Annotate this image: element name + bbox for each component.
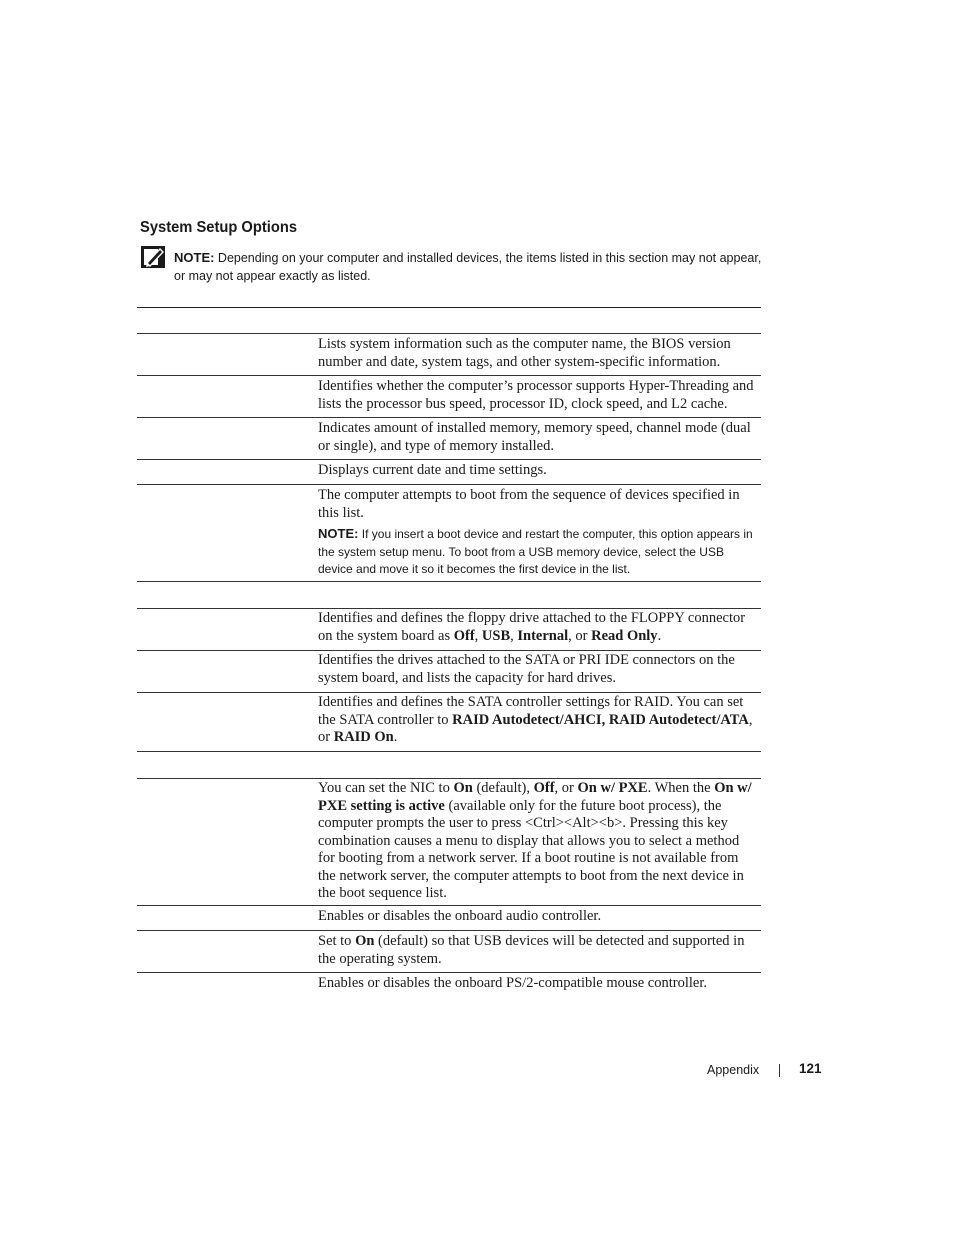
option-value: RAID Autodetect/AHCI, RAID Autodetect/ATA xyxy=(452,711,749,728)
option-value: Read Only xyxy=(591,627,658,644)
text-run: Set to xyxy=(318,933,356,949)
table-rule xyxy=(137,650,761,651)
text-run: Identifies and defines the SATA controller settings for RAID. You can set the SATA controller to xyxy=(318,694,744,728)
text-run: (available only for the future boot process), the computer prompts the user to press <Ctrl><Alt><b>. Pressing this key combination causes a menu to display that allows you to select a method for booting from a network server. If a boot routine is not available from the network server, the computer attempts to boot from the next device in the boot sequence list. xyxy=(318,797,744,901)
table-rule xyxy=(137,778,761,779)
option-value: Off xyxy=(533,780,555,796)
text-run: Identifies and defines the floppy drive attached to the FLOPPY connector on the system board as xyxy=(318,610,746,644)
ps2-mouse-description: Enables or disables the onboard PS/2-compatible mouse controller. xyxy=(318,975,708,991)
table-rule xyxy=(137,972,761,973)
boot-sequence-note xyxy=(318,525,758,579)
integrated-audio-description: Enables or disables the onboard audio controller. xyxy=(318,908,602,924)
table-rule xyxy=(137,484,761,485)
text-run: , or xyxy=(568,627,592,644)
text-run: , xyxy=(474,627,482,644)
table-rule xyxy=(137,459,761,460)
boot-sequence-text: The computer attempts to boot from the sequence of devices specified in this list. xyxy=(318,487,740,521)
option-value: USB xyxy=(481,627,511,644)
text-run: , xyxy=(510,627,518,644)
table-rule xyxy=(137,581,761,582)
option-value: On xyxy=(355,933,375,949)
text-run: . xyxy=(657,627,662,644)
boot-note-text: If you insert a boot device and restart the computer, this option appears in the system setup menu. To boot from a USB memory device, select the USB device and move it so it becomes the first device in the list. xyxy=(318,527,753,576)
sata-operation-description xyxy=(318,694,758,747)
note-label: NOTE: xyxy=(174,250,215,265)
table-rule xyxy=(137,692,761,693)
text-run: (default) so that USB devices will be detected and supported in the operating system. xyxy=(318,933,745,967)
table-rule xyxy=(137,930,761,931)
option-value: On w/ PXE xyxy=(577,780,648,796)
option-value: RAID On xyxy=(333,729,394,745)
memory-info-description: Indicates amount of installed memory, memory speed, channel mode (dual or single), and type of memory installed. xyxy=(318,420,751,454)
date-time-description: Displays current date and time settings. xyxy=(318,462,547,478)
usb-controller-description xyxy=(318,933,758,968)
text-run: . xyxy=(393,729,398,745)
boot-sequence-description xyxy=(318,487,758,579)
text-run: (default), xyxy=(472,780,534,796)
page-number: 121 xyxy=(799,1061,822,1076)
footer-divider xyxy=(779,1064,780,1077)
drives-description: Identifies the drives attached to the SATA or PRI IDE connectors on the system board, and lists the capacity for hard drives. xyxy=(318,652,735,686)
table-rule xyxy=(137,608,761,609)
text-run: , or xyxy=(318,711,753,745)
table-rule xyxy=(137,751,761,752)
table-rule xyxy=(137,905,761,906)
diskette-drive-description xyxy=(318,610,758,645)
option-value: Off xyxy=(453,627,475,644)
option-value: On xyxy=(453,780,473,796)
cpu-info-description: Identifies whether the computer’s processor supports Hyper-Threading and lists the processor bus speed, processor ID, clock speed, and L2 cache. xyxy=(318,378,754,412)
table-rule xyxy=(137,417,761,418)
text-run: , or xyxy=(554,780,578,796)
note-text xyxy=(174,249,764,285)
table-rule xyxy=(137,333,761,334)
footer-section: Appendix xyxy=(707,1063,760,1077)
option-value: On w/ PXE setting is active xyxy=(318,780,752,814)
table-rule xyxy=(137,375,761,376)
option-value: Internal xyxy=(517,627,569,644)
text-run: . When the xyxy=(647,780,715,796)
note-body: Depending on your computer and installed devices, the items listed in this section may not appear, or may not appear exactly as listed. xyxy=(174,251,762,283)
page-title: System Setup Options xyxy=(140,219,298,236)
system-info-description: Lists system information such as the computer name, the BIOS version number and date, system tags, and other system-specific information. xyxy=(318,336,731,370)
text-run: You can set the NIC to xyxy=(318,780,454,796)
boot-note-label: NOTE: xyxy=(318,526,359,541)
note-pencil-icon xyxy=(141,246,165,268)
table-top-rule xyxy=(137,307,761,308)
integrated-nic-description xyxy=(318,780,758,903)
